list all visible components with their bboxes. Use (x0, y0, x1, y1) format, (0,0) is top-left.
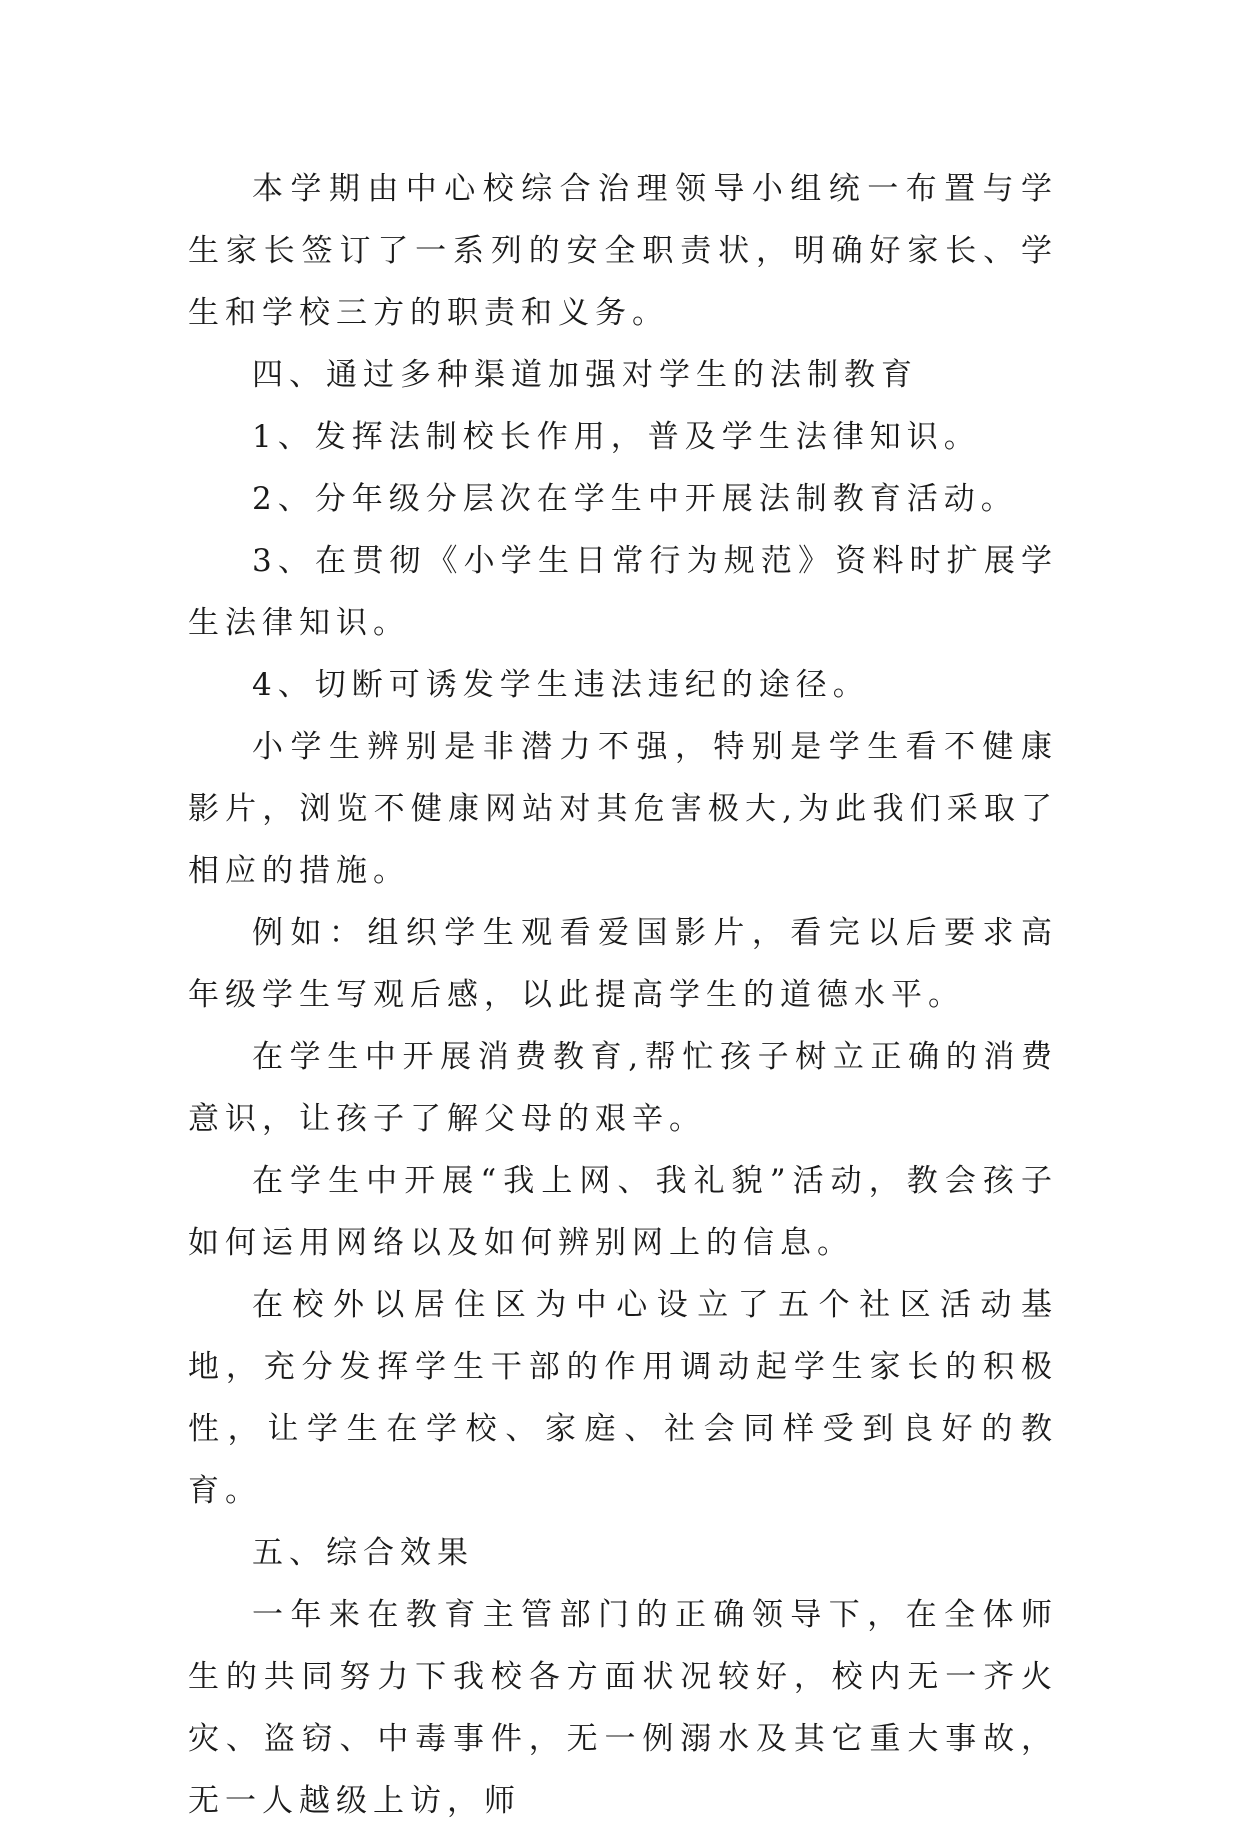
section-heading-legal-education: 四、通过多种渠道加强对学生的法制教育 (252, 357, 918, 393)
paragraph-safety-responsibility: 本学期由中心校综合治理领导小组统一布置与学生家长签订了一系列的安全职责状，明确好家长、学生和学校三方的职责和义务。 (188, 171, 1058, 331)
list-item-legal-principal: 1、发挥法制校长作用，普及学生法律知识。 (252, 419, 981, 455)
paragraph-patriotic-films: 例如：组织学生观看爱国影片，看完以后要求高年级学生写观后感，以此提高学生的道德水平。 (188, 915, 1058, 1013)
paragraph-internet-activity: 在学生中开展“我上网、我礼貌”活动，教会孩子如何运用网络以及如何辨别网上的信息。 (188, 1163, 1058, 1261)
list-item-grade-activities: 2、分年级分层次在学生中开展法制教育活动。 (252, 481, 1018, 517)
paragraph-unhealthy-media: 小学生辨别是非潜力不强，特别是学生看不健康影片，浏览不健康网站对其危害极大,为此我们采取了相应的措施。 (188, 729, 1058, 889)
list-item-behavior-norms: 3、在贯彻《小学生日常行为规范》资料时扩展学生法律知识。 (188, 543, 1058, 641)
list-item-cut-off-paths: 4、切断可诱发学生违法违纪的途径。 (252, 667, 870, 703)
paragraph-community-bases: 在校外以居住区为中心设立了五个社区活动基地，充分发挥学生干部的作用调动起学生家长的积极性，让学生在学校、家庭、社会同样受到良好的教育。 (188, 1287, 1058, 1509)
paragraph-consumption-education: 在学生中开展消费教育,帮忙孩子树立正确的消费意识，让孩子了解父母的艰辛。 (188, 1039, 1058, 1137)
paragraph-annual-summary: 一年来在教育主管部门的正确领导下，在全体师生的共同努力下我校各方面状况较好，校内无一齐火灾、盗窃、中毒事件，无一例溺水及其它重大事故，无一人越级上访，师 (188, 1597, 1058, 1819)
document-body (188, 158, 1058, 1832)
section-heading-overall-results: 五、综合效果 (252, 1535, 474, 1571)
